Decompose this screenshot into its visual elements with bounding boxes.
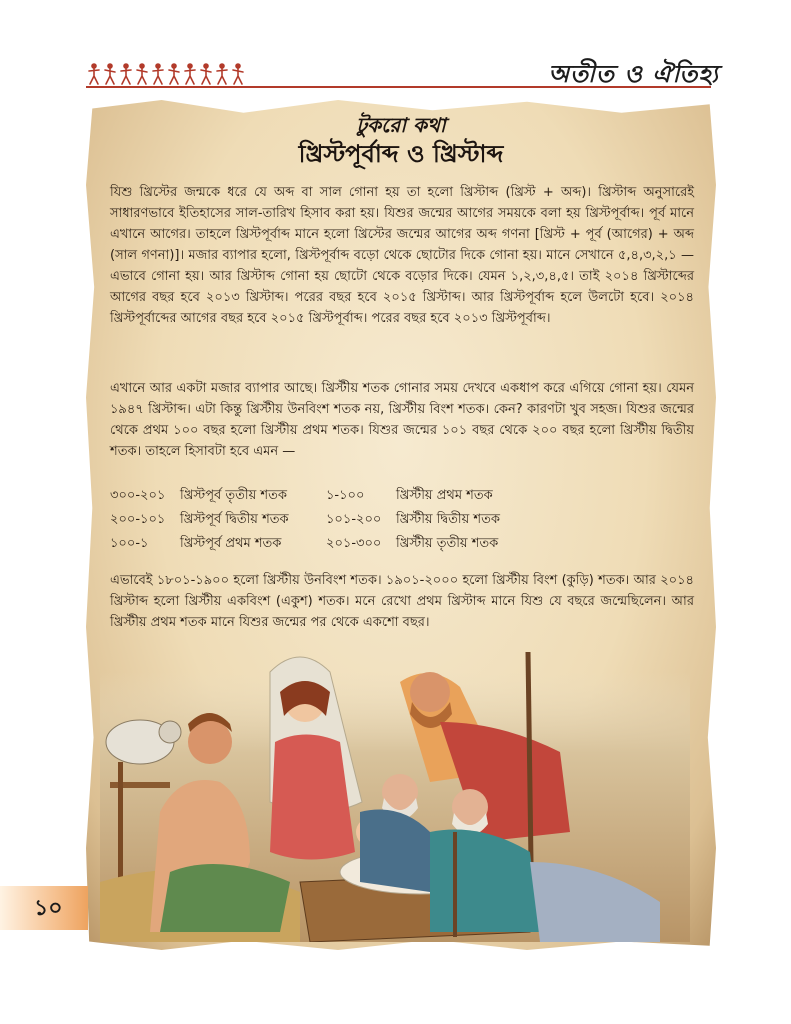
book-title: অতীত ও ঐতিহ্য (548, 59, 719, 88)
table-row (110, 508, 590, 532)
ad-label: খ্রিস্টীয় তৃতীয় শতক (396, 535, 499, 551)
bc-range: ৩০০-২০১ (110, 487, 166, 503)
bc-label: খ্রিস্টপূর্ব দ্বিতীয় শতক (180, 511, 289, 527)
ad-label: খ্রিস্টীয় দ্বিতীয় শতক (396, 511, 500, 527)
ad-label: খ্রিস্টীয় প্রথম শতক (396, 487, 493, 503)
bc-range: ২০০-১০১ (110, 511, 166, 527)
ad-range: ২০১-৩০০ (326, 535, 382, 551)
paragraph-century-examples: এভাবেই ১৮০১-১৯০০ হলো খ্রিস্টীয় উনবিংশ শতক। ১৯০১-২০০০ হলো খ্রিস্টীয় বিংশ (কুড়ি) শতক। আর ২০১৪ খ্রিস্টাব্দ হলো খ্রিস্টীয় একবিংশ (একুশ) শতক। মনে রেখো প্রথম খ্রিস্টাব্দ মানে যিশু যে বছরে জন্মেছিলেন। আর খ্রিস্টীয় প্রথম শতক মানে যিশুর জন্মের পর থেকে একশো বছর। (110, 573, 694, 630)
bc-label: খ্রিস্টপূর্ব প্রথম শতক (180, 535, 282, 551)
table-row (110, 532, 590, 556)
paragraph-bc-ad: যিশু খ্রিস্টের জন্মকে ধরে যে অব্দ বা সাল গোনা হয় তা হলো খ্রিস্টাব্দ (খ্রিস্ট + অব্দ)। খ্রিস্টাব্দ অনুসারেই সাধারণভাবে ইতিহাসের সাল-তারিখ হিসাব করা হয়। যিশুর জন্মের আগের সময়কে বলা হয় খ্রিস্টপূর্বাব্দ। পূর্ব মানে এখানে আগের। তাহলে খ্রিস্টপূর্বাব্দ মানে হলো খ্রিস্টের জন্মের আগের অব্দ গণনা [খ্রিস্ট + পূর্ব (আগের) + অব্দ (সাল গণনা)]। মজার ব্যাপার হলো, খ্রিস্টপূর্বাব্দ বড়ো থেকে ছোটোর দিকে গোনা হয়। মানে সেখানে ৫,৪,৩,২,১ — এভাবে গোনা হয়। আর খ্রিস্টাব্দ গোনা হয় ছোটো থেকে বড়োর দিকে। যেমন ১,২,৩,৪,৫। তাই ২০১৪ খ্রিস্টাব্দের আগের বছর হবে ২০১৩ খ্রিস্টাব্দ। পরের বছর হবে ২০১৫ খ্রিস্টাব্দ। আর খ্রিস্টপূর্বাব্দ হলে উলটো হবে। ২০১৪ খ্রিস্টপূর্বাব্দের আগের বছর হবে ২০১৫ খ্রিস্টপূর্বাব্দ। পরের বছর হবে ২০১৩ খ্রিস্টপূর্বাব্দ। (110, 185, 694, 326)
ad-range: ১-১০০ (326, 487, 365, 503)
table-row (110, 484, 590, 508)
box-title: খ্রিস্টপূর্বাব্দ ও খ্রিস্টাব্দ (298, 139, 504, 168)
bc-range: ১০০-১ (110, 535, 149, 551)
century-table (110, 484, 590, 556)
bc-label: খ্রিস্টপূর্ব তৃতীয় শতক (180, 487, 287, 503)
page-number: ১০ (34, 896, 63, 921)
nativity-illustration (100, 632, 690, 942)
ad-range: ১০১-২০০ (326, 511, 382, 527)
dancing-figures-border (86, 62, 246, 86)
box-subtitle: টুকরো কথা (356, 113, 446, 137)
box-heading (86, 112, 716, 170)
paragraph-century-counting: এখানে আর একটা মজার ব্যাপার আছে। খ্রিস্টীয় শতক গোনার সময় দেখবে একধাপ করে এগিয়ে গোনা হয়। যেমন ১৯৪৭ খ্রিস্টাব্দ। এটা কিন্তু খ্রিস্টীয় উনবিংশ শতক নয়, খ্রিস্টীয় বিংশ শতক। কেন? কারণটা খুব সহজ। যিশুর জন্মের থেকে প্রথম ১০০ বছর হলো খ্রিস্টীয় প্রথম শতক। যিশুর জন্মের ১০১ বছর থেকে ২০০ বছর হলো খ্রিস্টীয় দ্বিতীয় শতক। তাহলে হিসাবটা হবে এমন — (110, 381, 694, 459)
